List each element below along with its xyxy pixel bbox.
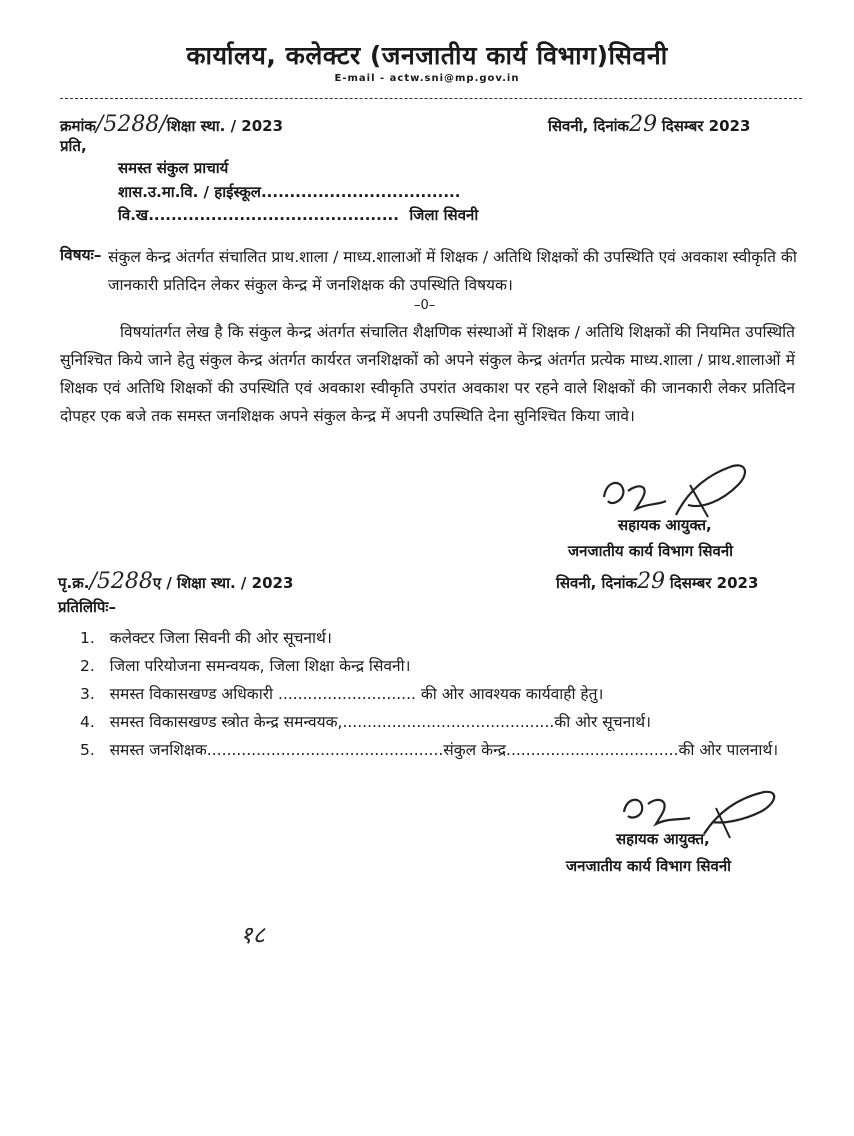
letterhead-title: कार्यालय, कलेक्टर (जनजातीय कार्य विभाग)सिवनी: [186, 41, 668, 70]
recipient-line-2: शास.उ.मा.वि. / हाईस्कूल...................................: [118, 183, 461, 201]
body-paragraph: विषयांतर्गत लेख है कि संकुल केन्द्र अंतर्गत संचालित शैक्षणिक संस्थाओं में शिक्षक / अतिथि शिक्षकों की नियमित उपस्थिति सुनिश्चित किये जाने हेतु संकुल केन्द्र अंतर्गत कार्यरत जनशिक्षकों को अपने संकुल केन्द्र अंतर्गत प्रत्येक माध्य.शाला / प्राथ.शालाओं में शिक्षक एवं अतिथि शिक्षकों की उपस्थिति एवं अवकाश स्वीकृति उपरांत अवकाश पर रहने वाले शिक्षकों की जानकारी लेकर प्रतिदिन दोपहर एक बजे तक समस्त जनशिक्षक अपने संकुल केन्द्र में अपनी उपस्थिति देना सुनिश्चित किया जावे।: [60, 323, 795, 425]
reference-number: क्रमांक/5288/शिक्षा स्था. / 2023: [60, 112, 284, 137]
handwritten-endorsement-number: /5288: [89, 569, 153, 594]
signature-1-title: सहायक आयुक्त,: [618, 516, 712, 534]
letterhead-email: E-mail - actw.sni@mp.gov.in: [334, 73, 520, 84]
list-item: 3. समस्त विकासखण्ड अधिकारी ............................ की ओर आवश्यक कार्यवाही हेतु।: [80, 685, 604, 703]
subject-label: विषयः–: [60, 246, 102, 264]
subject-divider: –0–: [414, 298, 436, 313]
signature-2-department: जनजातीय कार्य विभाग सिवनी: [566, 857, 732, 875]
handwritten-ref-number: /5288/: [95, 112, 167, 137]
endorsement-date: सिवनी, दिनांक29 दिसम्बर 2023: [556, 569, 759, 594]
list-item: 4. समस्त विकासखण्ड स्त्रोत केन्द्र समन्वयक,...........................................की ओर सूचनार्थ।: [80, 713, 651, 731]
handwritten-date: 29: [629, 112, 658, 137]
list-item: 1. कलेक्टर जिला सिवनी की ओर सूचनार्थ।: [80, 629, 332, 647]
signature-1-department: जनजातीय कार्य विभाग सिवनी: [568, 542, 734, 560]
signature-2-title: सहायक आयुक्त,: [616, 830, 710, 848]
issue-date: सिवनी, दिनांक29 दिसम्बर 2023: [548, 112, 751, 137]
copy-to-label: प्रतिलिपिः–: [58, 598, 116, 616]
handwritten-endorsement-date: 29: [637, 569, 666, 594]
endorsement-reference: पृ.क्र./5288ए / शिक्षा स्था. / 2023: [58, 569, 294, 594]
recipient-line-1: समस्त संकुल प्राचार्य: [118, 159, 229, 177]
recipient-line-3: वि.ख............................................ जिला सिवनी: [118, 206, 479, 224]
subject-text: संकुल केन्द्र अंतर्गत संचालित प्राथ.शाला / माध्य.शालाओं में शिक्षक / अतिथि शिक्षकों की उपस्थिति एवं अवकाश स्वीकृति की जानकारी प्रतिदिन लेकर संकुल केन्द्र में जनशिक्षक की उपस्थिति विषयक।: [108, 248, 797, 294]
list-item: 5. समस्त जनशिक्षक................................................संकुल केन्द्र...................................की ओर पालनार्थ।: [80, 741, 779, 759]
list-item: 2. जिला परियोजना समन्वयक, जिला शिक्षा केन्द्र सिवनी।: [80, 657, 411, 675]
handwritten-page-mark: १८: [240, 921, 265, 949]
header-divider: [60, 98, 802, 99]
recipient-prati: प्रति,: [60, 137, 87, 155]
